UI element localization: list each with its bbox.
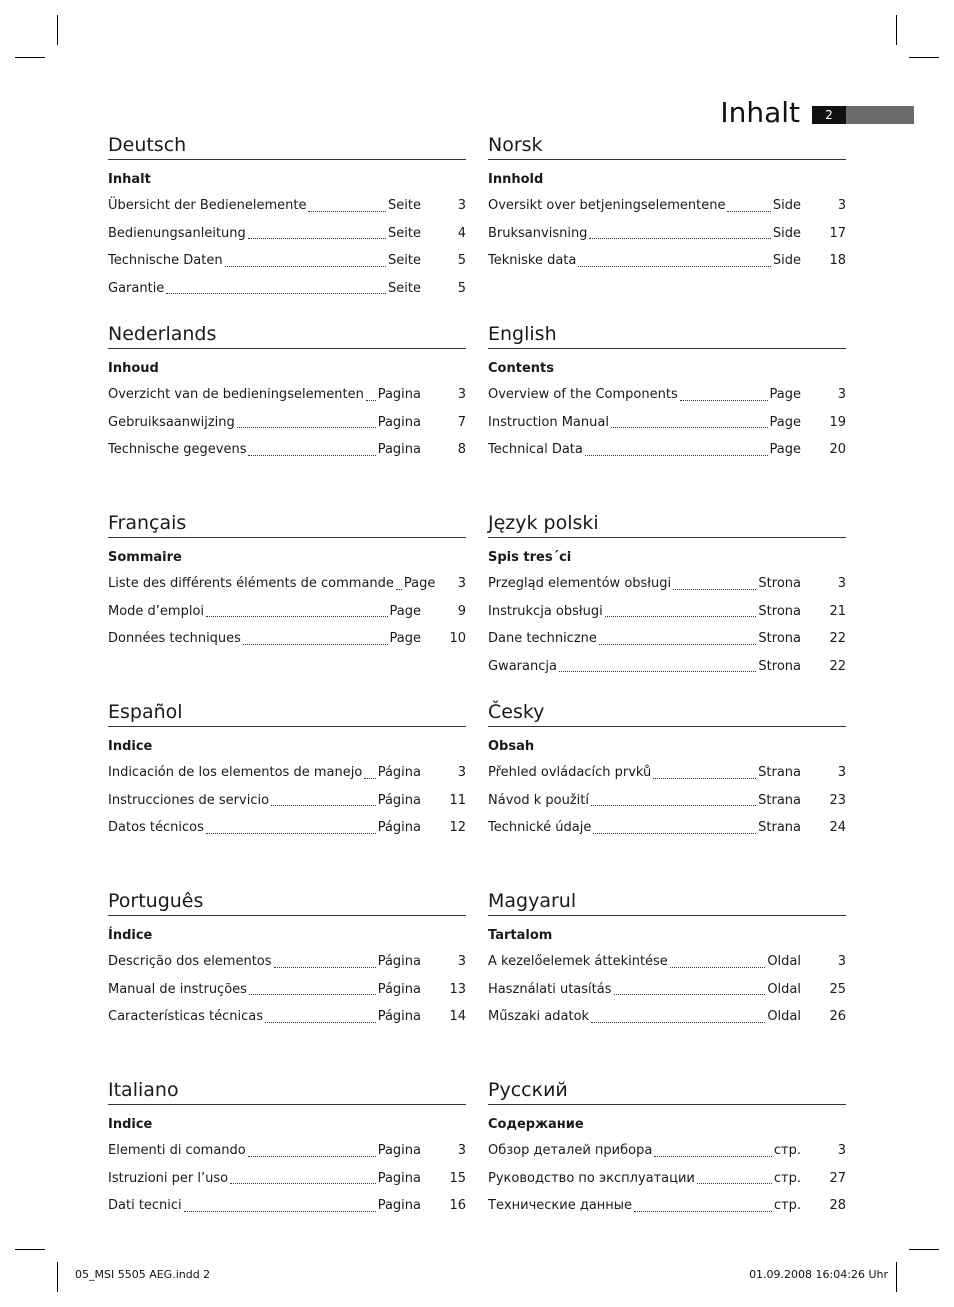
- dot-leader: [184, 1211, 376, 1212]
- toc-entry[interactable]: [108, 275, 466, 303]
- toc-entry-label: Bruksanvisning: [488, 225, 588, 241]
- toc-entry-page-word: Page: [769, 414, 801, 430]
- toc-entry[interactable]: [488, 1192, 846, 1220]
- toc-section: [488, 133, 846, 275]
- dot-leader: [593, 833, 756, 834]
- dot-leader: [611, 427, 768, 428]
- toc-entry-page-number: 8: [457, 442, 466, 457]
- toc-entry-label: Indicación de los elementos de manejo: [108, 765, 363, 780]
- toc-entry-label: Gwarancja: [488, 658, 557, 674]
- toc-entry-label: Elementi di comando: [108, 1143, 246, 1158]
- footer-file-info: 05_MSI 5505 AEG.indd 2: [75, 1268, 211, 1281]
- toc-entry-label: Características técnicas: [108, 1009, 264, 1024]
- dot-leader: [654, 1156, 772, 1157]
- crop-mark: [15, 57, 45, 58]
- dot-leader: [614, 994, 766, 995]
- toc-section: [488, 1078, 846, 1220]
- toc-entry-label: Manual de instruções: [108, 981, 247, 997]
- toc-entry-page-word: Strana: [758, 792, 801, 808]
- toc-entry-label: Bedienungsanleitung: [108, 225, 246, 241]
- toc-entry-list: [108, 1137, 466, 1220]
- toc-entry-list: [108, 759, 466, 842]
- toc-entry-page-number: 5: [457, 280, 466, 296]
- toc-entry-page-number: 3: [457, 1143, 466, 1158]
- dot-leader: [396, 589, 402, 590]
- dot-leader: [589, 238, 770, 239]
- dot-leader: [265, 1022, 376, 1023]
- toc-entry-label: Műszaki adatok: [488, 1009, 590, 1024]
- dot-leader: [274, 967, 376, 968]
- toc-entry-label: Технические данные: [488, 1198, 633, 1213]
- crop-mark: [896, 15, 897, 45]
- toc-entry[interactable]: [108, 1003, 466, 1031]
- footer-timestamp: 01.09.2008 16:04:26 Uhr: [749, 1268, 888, 1281]
- toc-entry-label: Dati tecnici: [108, 1198, 182, 1213]
- toc-entry-label: Technische Daten: [108, 253, 223, 268]
- toc-entry-page-word: Pagina: [377, 387, 421, 402]
- toc-entry-page-number: 19: [829, 414, 846, 430]
- toc-entry[interactable]: [108, 247, 466, 275]
- toc-entry[interactable]: [108, 381, 466, 409]
- section-subheading: Innhold: [488, 172, 544, 187]
- toc-entry-label: Übersicht der Bedienelemente: [108, 198, 307, 213]
- dot-leader: [591, 1022, 765, 1023]
- toc-entry-page-word: Página: [377, 981, 421, 997]
- toc-section: [108, 1078, 466, 1220]
- toc-section: [488, 511, 846, 680]
- toc-entry-label: Descrição dos elementos: [108, 954, 272, 969]
- toc-entry-page-word: Página: [377, 765, 421, 780]
- section-subheading: Inhoud: [108, 361, 159, 376]
- section-heading: Magyarul: [488, 889, 846, 916]
- toc-entry-page-word: Strona: [758, 658, 801, 674]
- section-subheading: Indice: [108, 739, 153, 754]
- toc-entry-page-word: Page: [389, 631, 421, 646]
- toc-entry-page-word: Page: [403, 576, 436, 591]
- crop-mark: [57, 1262, 58, 1292]
- toc-entry[interactable]: [488, 570, 846, 598]
- toc-entry-page-word: стр.: [773, 1170, 801, 1186]
- toc-entry-label: Přehled ovládacích prvků: [488, 765, 652, 780]
- toc-entry-page-number: 21: [829, 603, 846, 619]
- toc-entry-page-word: Pagina: [377, 442, 421, 457]
- toc-entry-page-word: Strona: [758, 576, 801, 591]
- toc-entry-page-number: 3: [837, 954, 846, 969]
- toc-entry-page-word: Strana: [758, 820, 801, 835]
- toc-entry-page-word: Page: [769, 442, 801, 457]
- toc-entry-label: A kezelőelemek áttekintése: [488, 954, 668, 969]
- toc-entry-page-number: 15: [449, 1170, 466, 1186]
- toc-section: [108, 700, 466, 842]
- toc-entry-page-number: 14: [449, 1009, 466, 1024]
- toc-entry[interactable]: [108, 409, 466, 437]
- toc-entry[interactable]: [488, 759, 846, 787]
- toc-entry-list: [108, 192, 466, 302]
- toc-entry[interactable]: [108, 192, 466, 220]
- toc-entry-page-number: 10: [449, 631, 466, 646]
- dot-leader: [364, 778, 375, 779]
- toc-entry[interactable]: [488, 1137, 846, 1165]
- toc-entry-list: [488, 570, 846, 680]
- section-subheading: Tartalom: [488, 928, 553, 943]
- dot-leader: [605, 616, 757, 617]
- toc-entry[interactable]: [488, 625, 846, 653]
- dot-leader: [653, 778, 756, 779]
- dot-leader: [727, 211, 770, 212]
- toc-entry-label: Overview of the Components: [488, 387, 678, 402]
- dot-leader: [249, 994, 376, 995]
- toc-entry-page-number: 3: [837, 765, 846, 780]
- section-subheading: Spis tres´ci: [488, 550, 572, 565]
- toc-entry-page-word: Strona: [758, 631, 801, 646]
- toc-entry-page-word: Seite: [388, 198, 421, 213]
- toc-entry[interactable]: [488, 976, 846, 1004]
- toc-entry-page-number: 5: [457, 253, 466, 268]
- toc-entry-page-number: 4: [457, 225, 466, 241]
- toc-entry-page-word: Side: [772, 225, 801, 241]
- dot-leader: [697, 1183, 772, 1184]
- toc-entry[interactable]: [108, 787, 466, 815]
- crop-mark: [57, 15, 58, 45]
- toc-entry-page-number: 17: [829, 225, 846, 241]
- toc-entry-page-number: 13: [449, 981, 466, 997]
- toc-entry-page-word: Página: [377, 1009, 421, 1024]
- toc-entry-label: Oversikt over betjeningselementene: [488, 198, 726, 213]
- toc-entry-label: Données techniques: [108, 631, 241, 646]
- toc-entry-page-number: 24: [829, 820, 846, 835]
- section-heading: Italiano: [108, 1078, 466, 1105]
- toc-entry-page-word: Página: [377, 954, 421, 969]
- toc-entry[interactable]: [108, 570, 466, 598]
- toc-entry[interactable]: [488, 814, 846, 842]
- toc-entry-label: Technische gegevens: [108, 442, 247, 457]
- section-heading: Español: [108, 700, 466, 727]
- toc-entry-label: Technické údaje: [488, 820, 592, 835]
- toc-entry-page-word: Page: [389, 603, 421, 619]
- toc-entry-page-number: 7: [457, 414, 466, 430]
- toc-entry-label: Overzicht van de bedieningselementen: [108, 387, 364, 402]
- toc-section: [108, 889, 466, 1031]
- dot-leader: [166, 293, 386, 294]
- crop-mark: [896, 1262, 897, 1292]
- section-heading: Nederlands: [108, 322, 466, 349]
- toc-entry-list: [488, 1137, 846, 1220]
- toc-entry-page-word: Oldal: [767, 954, 801, 969]
- dot-leader: [237, 427, 376, 428]
- toc-entry-page-word: Página: [377, 792, 421, 808]
- toc-entry-label: Návod k použití: [488, 792, 589, 808]
- dot-leader: [673, 589, 756, 590]
- section-heading: Français: [108, 511, 466, 538]
- dot-leader: [225, 266, 386, 267]
- dot-leader: [591, 805, 756, 806]
- toc-section: [488, 700, 846, 842]
- toc-entry-list: [488, 192, 846, 275]
- toc-entry-page-number: 26: [829, 1009, 846, 1024]
- section-heading: English: [488, 322, 846, 349]
- toc-entry-page-number: 28: [829, 1198, 846, 1213]
- toc-entry-page-word: Seite: [388, 280, 421, 296]
- toc-entry[interactable]: [108, 625, 466, 653]
- dot-leader: [599, 644, 757, 645]
- section-subheading: Obsah: [488, 739, 535, 754]
- toc-entry-label: Instrukcja obsługi: [488, 603, 603, 619]
- page-title: Inhalt: [720, 96, 800, 129]
- dot-leader: [248, 238, 386, 239]
- toc-entry-page-number: 9: [457, 603, 466, 619]
- dot-leader: [559, 671, 756, 672]
- toc-entry[interactable]: [488, 436, 846, 464]
- section-heading: Русский: [488, 1078, 846, 1105]
- toc-entry-page-number: 22: [829, 658, 846, 674]
- toc-entry-page-word: стр.: [773, 1198, 801, 1213]
- section-subheading: Sommaire: [108, 550, 182, 565]
- toc-entry-label: Tekniske data: [488, 253, 577, 268]
- toc-entry-page-number: 12: [449, 820, 466, 835]
- toc-entry[interactable]: [108, 976, 466, 1004]
- toc-entry-page-word: Página: [377, 820, 421, 835]
- toc-entry[interactable]: [108, 436, 466, 464]
- toc-entry-label: Liste des différents éléments de commande: [108, 576, 394, 591]
- toc-entry[interactable]: [488, 409, 846, 437]
- toc-entry-list: [108, 381, 466, 464]
- toc-entry-page-number: 20: [829, 442, 846, 457]
- toc-entry-page-word: Pagina: [377, 414, 421, 430]
- toc-entry-page-number: 23: [829, 792, 846, 808]
- dot-leader: [248, 455, 375, 456]
- toc-entry[interactable]: [488, 787, 846, 815]
- toc-entry-page-word: Pagina: [377, 1170, 421, 1186]
- section-subheading: Inhalt: [108, 172, 151, 187]
- toc-entry-page-number: 3: [457, 576, 466, 591]
- toc-entry-label: Instrucciones de servicio: [108, 792, 270, 808]
- toc-section: [488, 889, 846, 1031]
- toc-entry-page-number: 3: [457, 765, 466, 780]
- toc-entry-list: [488, 381, 846, 464]
- toc-entry[interactable]: [488, 948, 846, 976]
- toc-entry-page-word: Oldal: [767, 1009, 801, 1024]
- toc-entry-page-number: 3: [457, 198, 466, 213]
- toc-entry-label: Przegląd elementów obsługi: [488, 576, 672, 591]
- toc-section: [108, 133, 466, 302]
- toc-section: [108, 511, 466, 653]
- toc-entry[interactable]: [108, 1165, 466, 1193]
- dot-leader: [585, 455, 768, 456]
- dot-leader: [578, 266, 771, 267]
- toc-section: [108, 322, 466, 464]
- toc-entry-page-number: 11: [449, 792, 466, 808]
- toc-entry[interactable]: [488, 220, 846, 248]
- toc-entry-page-number: 25: [829, 981, 846, 997]
- toc-entry-page-word: Seite: [388, 225, 421, 241]
- toc-entry[interactable]: [108, 1137, 466, 1165]
- toc-entry-list: [108, 570, 466, 653]
- toc-entry-page-number: 3: [837, 198, 846, 213]
- toc-entry[interactable]: [108, 598, 466, 626]
- dot-leader: [308, 211, 386, 212]
- toc-entry-page-number: 18: [829, 253, 846, 268]
- section-subheading: Contents: [488, 361, 554, 376]
- toc-entry-page-number: 3: [457, 954, 466, 969]
- toc-entry[interactable]: [488, 598, 846, 626]
- toc-entry-label: Instruction Manual: [488, 414, 609, 430]
- toc-entry-page-number: 3: [457, 387, 466, 402]
- toc-entry-page-word: Side: [772, 253, 801, 268]
- toc-entry-label: Gebruiksaanwijzing: [108, 414, 235, 430]
- toc-entry-label: Dane techniczne: [488, 631, 597, 646]
- toc-entry-label: Garantie: [108, 280, 165, 296]
- toc-entry-page-word: Oldal: [767, 981, 801, 997]
- toc-entry-page-word: Strana: [758, 765, 801, 780]
- dot-leader: [206, 833, 376, 834]
- toc-entry-page-word: Strona: [758, 603, 801, 619]
- toc-entry-page-word: стр.: [773, 1143, 801, 1158]
- toc-entry-label: Руководство по эксплуатации: [488, 1170, 695, 1186]
- section-heading: Português: [108, 889, 466, 916]
- dot-leader: [248, 1156, 376, 1157]
- toc-entry[interactable]: [488, 1003, 846, 1031]
- section-subheading: Содержание: [488, 1117, 584, 1132]
- dot-leader: [206, 616, 387, 617]
- dot-leader: [634, 1211, 772, 1212]
- toc-entry[interactable]: [108, 814, 466, 842]
- dot-leader: [670, 967, 766, 968]
- toc-entry-label: Обзор деталей прибора: [488, 1143, 653, 1158]
- toc-entry-page-word: Page: [769, 387, 801, 402]
- dot-leader: [271, 805, 376, 806]
- toc-entry[interactable]: [488, 653, 846, 681]
- toc-entry-page-number: 16: [449, 1198, 466, 1213]
- toc-entry[interactable]: [488, 192, 846, 220]
- toc-entry[interactable]: [488, 381, 846, 409]
- toc-entry-page-number: 3: [837, 576, 846, 591]
- toc-entry-page-number: 3: [837, 1143, 846, 1158]
- crop-mark: [909, 57, 939, 58]
- dot-leader: [230, 1183, 376, 1184]
- section-heading: Česky: [488, 700, 846, 727]
- toc-entry-page-word: Pagina: [377, 1143, 421, 1158]
- toc-entry[interactable]: [488, 1165, 846, 1193]
- toc-entry-label: Datos técnicos: [108, 820, 204, 835]
- toc-entry[interactable]: [108, 948, 466, 976]
- toc-entry-page-word: Side: [772, 198, 801, 213]
- dot-leader: [680, 400, 768, 401]
- toc-entry-page-number: 27: [829, 1170, 846, 1186]
- toc-entry-list: [488, 759, 846, 842]
- toc-section: [488, 322, 846, 464]
- section-heading: Język polski: [488, 511, 846, 538]
- section-subheading: Indice: [108, 1117, 153, 1132]
- page-number-badge: 2: [812, 106, 846, 124]
- toc-entry-page-word: Seite: [388, 253, 421, 268]
- toc-entry-label: Mode d’emploi: [108, 603, 205, 619]
- section-heading: Deutsch: [108, 133, 466, 160]
- crop-mark: [909, 1249, 939, 1250]
- section-subheading: Índice: [108, 928, 153, 943]
- toc-entry-page-number: 3: [837, 387, 846, 402]
- dot-leader: [243, 644, 388, 645]
- dot-leader: [366, 400, 376, 401]
- toc-entry[interactable]: [108, 759, 466, 787]
- toc-entry-label: Istruzioni per l’uso: [108, 1170, 229, 1186]
- crop-mark: [15, 1249, 45, 1250]
- section-heading: Norsk: [488, 133, 846, 160]
- toc-entry-list: [108, 948, 466, 1031]
- toc-entry-page-word: Pagina: [377, 1198, 421, 1213]
- toc-entry-label: Technical Data: [488, 442, 583, 457]
- toc-entry-page-number: 22: [829, 631, 846, 646]
- toc-entry[interactable]: [488, 247, 846, 275]
- page-header-bar: [846, 106, 914, 124]
- toc-entry-label: Használati utasítás: [488, 981, 612, 997]
- toc-entry[interactable]: [108, 1192, 466, 1220]
- toc-entry-list: [488, 948, 846, 1031]
- toc-entry[interactable]: [108, 220, 466, 248]
